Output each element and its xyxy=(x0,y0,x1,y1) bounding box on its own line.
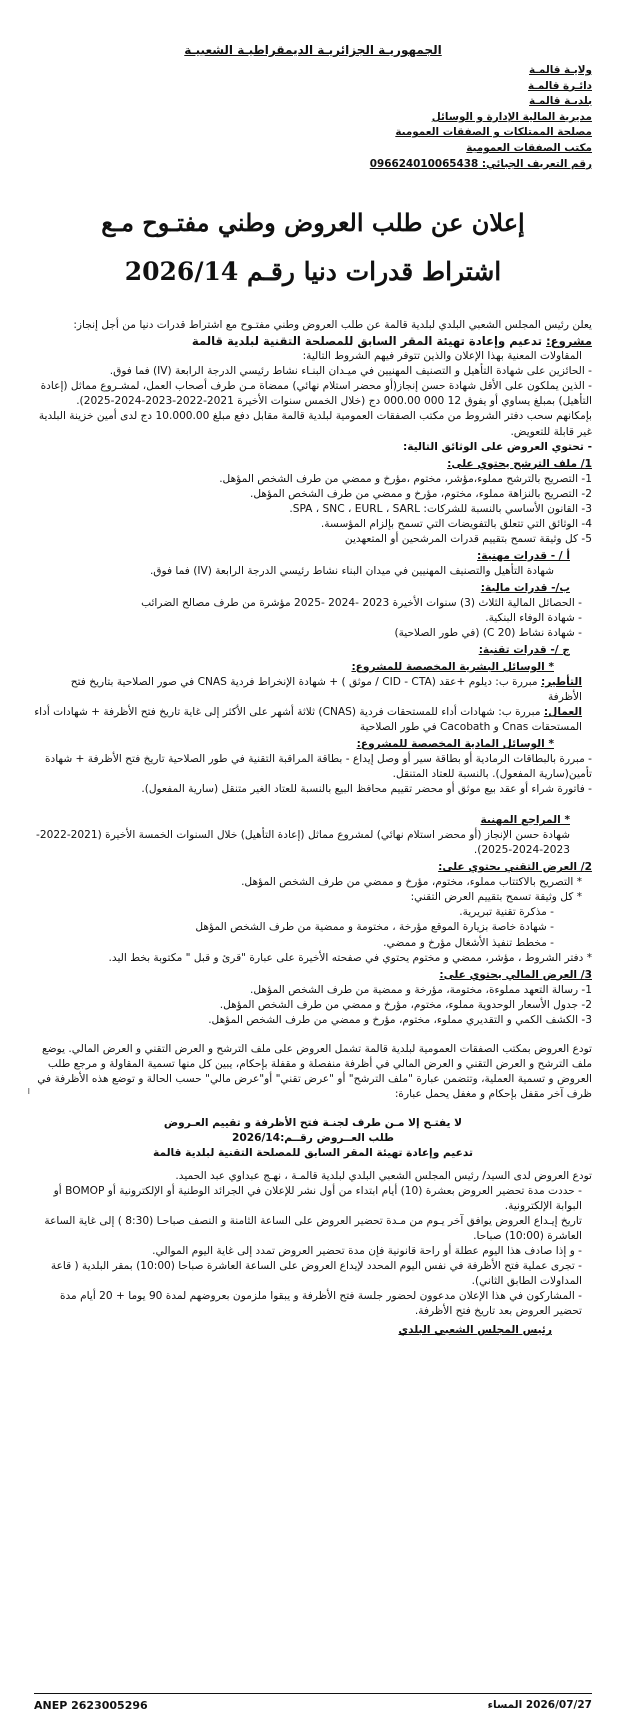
footer-bar xyxy=(34,1693,592,1714)
list-item: 2- جدول الأسعار الوحدوية مملوء، مختوم، مؤرخ و ممضي من طرف الشخص المؤهل. xyxy=(219,998,592,1011)
workers-paragraph xyxy=(34,705,592,735)
professional-references-heading: * المراجع المهنية xyxy=(480,814,570,827)
announcement-page xyxy=(12,6,612,1722)
issuer-line: بلديـة قالمـة xyxy=(529,95,592,108)
list-item: 3- القانون الأساسي بالنسبة للشركات: SPA ، SNC ، EURL ، SARL. xyxy=(289,502,592,515)
list-item: * كل وثيقة تسمح بتقييم العرض التقني: xyxy=(410,891,582,904)
staff-label: التأطير: xyxy=(540,676,582,689)
technical-capacity-heading: ج /- قدرات تقنية: xyxy=(478,643,570,656)
intro-paragraph: يعلن رئيس المجلس الشعبي البلدي لبلدية قالمة عن طلب العروض وطني مفتـوح مع اشتراط قدرات دنيا من أجل إنجاز: xyxy=(73,318,592,331)
list-item: 1- رسالة التعهد مملوءة، مختومة، مؤرخة و ممضية من طرف الشخص المؤهل. xyxy=(250,983,592,996)
republic-header: الجمهوريـة الجزائريـة الديمقراطيـة الشعبيـة xyxy=(184,43,442,57)
list-item: 4- الوثائق التي تتعلق بالتفويضات التي تسمح بإلزام المؤسسة. xyxy=(320,517,592,530)
list-item: - شهادة خاصة بزيارة الموقع مؤرخة ، مختومة و ممضية من طرف الشخص المؤهل xyxy=(195,921,554,934)
send-to-line: تودع العروض لدى السيد/ رئيس المجلس الشعبي البلدي لبلدية قالمـة ، نهـج عبداوي عبد الحميد. xyxy=(175,1169,592,1182)
list-item: 3- الكشف الكمي و التقديري مملوء، مختوم، مؤرخ و ممضي من طرف الشخص المؤهل. xyxy=(208,1013,592,1026)
announcement-title-line1: إعلان عن طلب العروض وطني مفتـوح مـع xyxy=(101,208,525,238)
list-item: - مبررة بالبطاقات الرمادية أو بطاقة سير أو وصل إيداع - بطاقة المراقبة التقنية في طور الصلاحية تاريخ فتح الأظرفة + شهادة تأمين(سارية المفعول). بالنسبة للعتاد المتنقل. xyxy=(44,753,592,781)
human-resources-heading: * الوسائل البشرية المخصصة للمشروع: xyxy=(351,660,554,673)
companies-line: المقاولات المعنية بهذا الإعلان والذين تتوفر فيهم الشروط التالية: xyxy=(302,350,582,363)
publication-date: 2026/07/27 المساء xyxy=(487,1699,592,1712)
signature-line: رئيس المجلس الشعبي البلدي xyxy=(398,1324,552,1337)
list-item: 1- التصريح بالترشح مملوء،مؤشر، مختوم ،مؤرخ و ممضي من طرف الشخص المؤهل. xyxy=(219,472,592,485)
list-item: - الحصائل المالية الثلاث (3) سنوات الأخيرة 2023 -2024 -2025 مؤشرة من طرف مصالح الضرائب xyxy=(141,596,582,609)
professional-capacity-text: شهادة التأهيل والتصنيف المهنيين في ميدان البناء نشاط رئيسي الدرجة الرابعة (IV) فما فوق. xyxy=(149,564,554,577)
issuer-line: دائـرة قالمـة xyxy=(528,79,592,92)
list-item: - مخطط تنفيذ الأشغال مؤرخ و ممضي. xyxy=(383,936,554,949)
section-3-heading: 3/ العرض المالي يحتوي على: xyxy=(439,968,592,981)
list-item: - شهادة نشاط (C 20) (في طور الصلاحية) xyxy=(394,626,582,639)
issuer-block xyxy=(34,63,592,172)
issuer-line: مديرية المالية الإدارة و الوسائل xyxy=(431,110,592,123)
list-item: - شهادة الوفاء البنكية. xyxy=(485,611,582,624)
professional-capacity-heading: أ / - قدرات مهنية: xyxy=(477,549,570,562)
issuer-line: مكتب الصفقات العمومية xyxy=(466,142,592,155)
list-item: 5- كل وثيقة تسمح بتقييم قدرات المرشحين أو المتعهدين xyxy=(344,532,592,545)
tax-id-line: رقم التعريف الجبائي: 096624010065438 xyxy=(369,157,592,170)
material-resources-heading: * الوسائل المادية المخصصة للمشروع: xyxy=(356,738,554,751)
list-item: - و إذا صادف هذا اليوم عطلة أو راحة قانونية فإن مدة تحضير العروض تمدد إلى غاية اليوم الموالي. xyxy=(152,1245,582,1258)
list-item: * التصريح بالاكتتاب مملوء، مختوم، مؤرخ و ممضي من طرف الشخص المؤهل. xyxy=(241,876,582,889)
do-not-open-notice: لا يفتـح إلا مـن طرف لجنـة فتح الأظرفة و تقييم العـروض xyxy=(163,1116,463,1129)
list-item: تاريخ إيـداع العروض يوافق آخر يـوم من مـدة تحضير العروض على الساعة الثامنة و النصف صباحـا (8:30 ) إلى غاية الساعة العاشرة (10:00) صباحا. xyxy=(44,1215,582,1243)
deposit-paragraph: تودع العروض بمكتب الصفقات العمومية لبلدية قالمة تشمل العروض على ملف الترشح و العرض التقني و العرض المالي. يوضع ملف الترشح و العرض التقني و العرض المالي في أظرفة منفصلة و مقفلة بإحكام، يبين كل منها تسمية المقاولة و مرجع طلب العروض و تسمية العملية، وتتضمن عبارة "ملف الترشح" أو "عرض تقني" أو"عرض مالي" حسب الحالة و توضع هذه الأظرفة في ظرف آخر مقفل بإحكام و مغفل يحمل عبارة: xyxy=(37,1042,592,1100)
withdraw-specs-paragraph: بإمكانهم سحب دفتر الشروط من مكتب الصفقات العمومية لبلدية قالمة مقابل دفع مبلغ 10.000.00 دج لدى أمين خزينة البلدية غير قابلة للتعويض. xyxy=(38,410,592,438)
announcement-title-line2: اشتراط قدرات دنيا رقـم 2026/14 xyxy=(124,257,502,287)
project-label: مشروع: xyxy=(546,333,592,348)
condition-qualification: - الحائزين على شهادة التأهيل و التصنيف المهنيين في ميـدان البنـاء نشاط رئيسي الدرجة الرابعة (IV) فما فوق. xyxy=(109,365,592,378)
workers-label: العمال: xyxy=(543,706,582,719)
anep-reference: ANEP 2623005296 xyxy=(34,1699,148,1713)
side-margin-mark: I xyxy=(27,1087,30,1096)
staff-paragraph xyxy=(34,675,592,705)
list-item: - تجرى عملية فتح الأظرفة في نفس اليوم المحدد لإيداع العروض على الساعة العاشرة صباحا (10:00) بمقر البلدية ( قاعة المداولات الطابق الثاني). xyxy=(50,1260,582,1288)
offers-contain-heading: - تحتوي العروض على الوثائق التالية: xyxy=(402,440,592,453)
professional-references-text: شهادة حسن الإنجاز (أو محضر استلام نهائي) لمشروع مماثل (إعادة التأهيل) خلال السنوات الخمسة الأخيرة (2021-2022-2023-2024-2025). xyxy=(36,829,570,857)
list-item: * دفتر الشروط ، مؤشر، ممضي و مختوم يحتوي في صفحته الأخيرة على عبارة "قرئ و قبل " مكتوبة بخط اليد. xyxy=(108,951,592,964)
condition-good-execution: - الذين يملكون على الأقل شهادة حسن إنجاز(أو محضر استلام نهائي) ممضاة مـن طرف أصحاب العمل، لمشـروع مماثل (إعادة التأهيل) بمبلغ يساوي أو يفوق 12 000 000.00 دج (خلال الخمس سنوات الأخيرة 2021-2022-2023-2024-2025). xyxy=(40,380,592,408)
section-1-heading: 1/ ملف الترشح يحتوي على: xyxy=(447,457,592,470)
list-item: - حددت مدة تحضير العروض بعشرة (10) أيام ابتداء من أول نشر للإعلان في الجرائد الوطنية أو الإلكترونية أو BOMOP أو البوابة الإلكترونية. xyxy=(53,1184,582,1212)
section-2-heading: 2/ العرض التقني يحتوي على: xyxy=(438,861,592,874)
list-item: - مذكرة تقنية تبريرية. xyxy=(459,906,554,919)
list-item: 2- التصريح بالنزاهة مملوء، مختوم، مؤرخ و ممضي من طرف الشخص المؤهل. xyxy=(249,487,592,500)
list-item: - فاتورة شراء أو عقد بيع موثق أو محضر تقييم محافظ البيع بالنسبة للعتاد الغير متنقل (سارية المفعول). xyxy=(141,783,592,796)
workers-text: مبررة ب: شهادات أداء للمستحقات فردية (CNAS) ثلاثة أشهر على الأكثر إلى غاية تاريخ فتح الأظرفة + شهادات أداء المستحقات Cnas و Cacobath في طور الصلاحية xyxy=(34,706,582,734)
tender-project-name: تدعيم وإعادة تهيئة المقر السابق للمصلحة التقنية لبلدية قالمة xyxy=(153,1146,473,1159)
project-line xyxy=(34,333,592,349)
tender-reference: طلب العــروض رقــم:2026/14 xyxy=(231,1131,395,1144)
issuer-line: مصلحة الممتلكات و الصفقات العمومية xyxy=(395,126,592,139)
list-item: - المشاركون في هذا الإعلان مدعوون لحضور جلسة فتح الأظرفة و يبقوا ملزمون بعروضهم لمدة 90 يوما + 20 أيام مدة تحضير العروض بعد تاريخ فتح الأظرفة. xyxy=(59,1290,582,1318)
issuer-line: ولايـة قالمـة xyxy=(529,64,592,77)
staff-text: مبررة ب: ديلوم +عقد (CID - CTA / موثق ) + شهادة الإنخراط فردية CNAS في صور الصلاحية بتاريخ فتح الأظرفة xyxy=(70,676,582,704)
financial-capacity-heading: ب/- قدرات مالية: xyxy=(480,581,570,594)
project-name: تدعيم وإعادة تهيئة المقر السابق للمصلحة التقنية لبلدية قالمة xyxy=(191,333,542,348)
